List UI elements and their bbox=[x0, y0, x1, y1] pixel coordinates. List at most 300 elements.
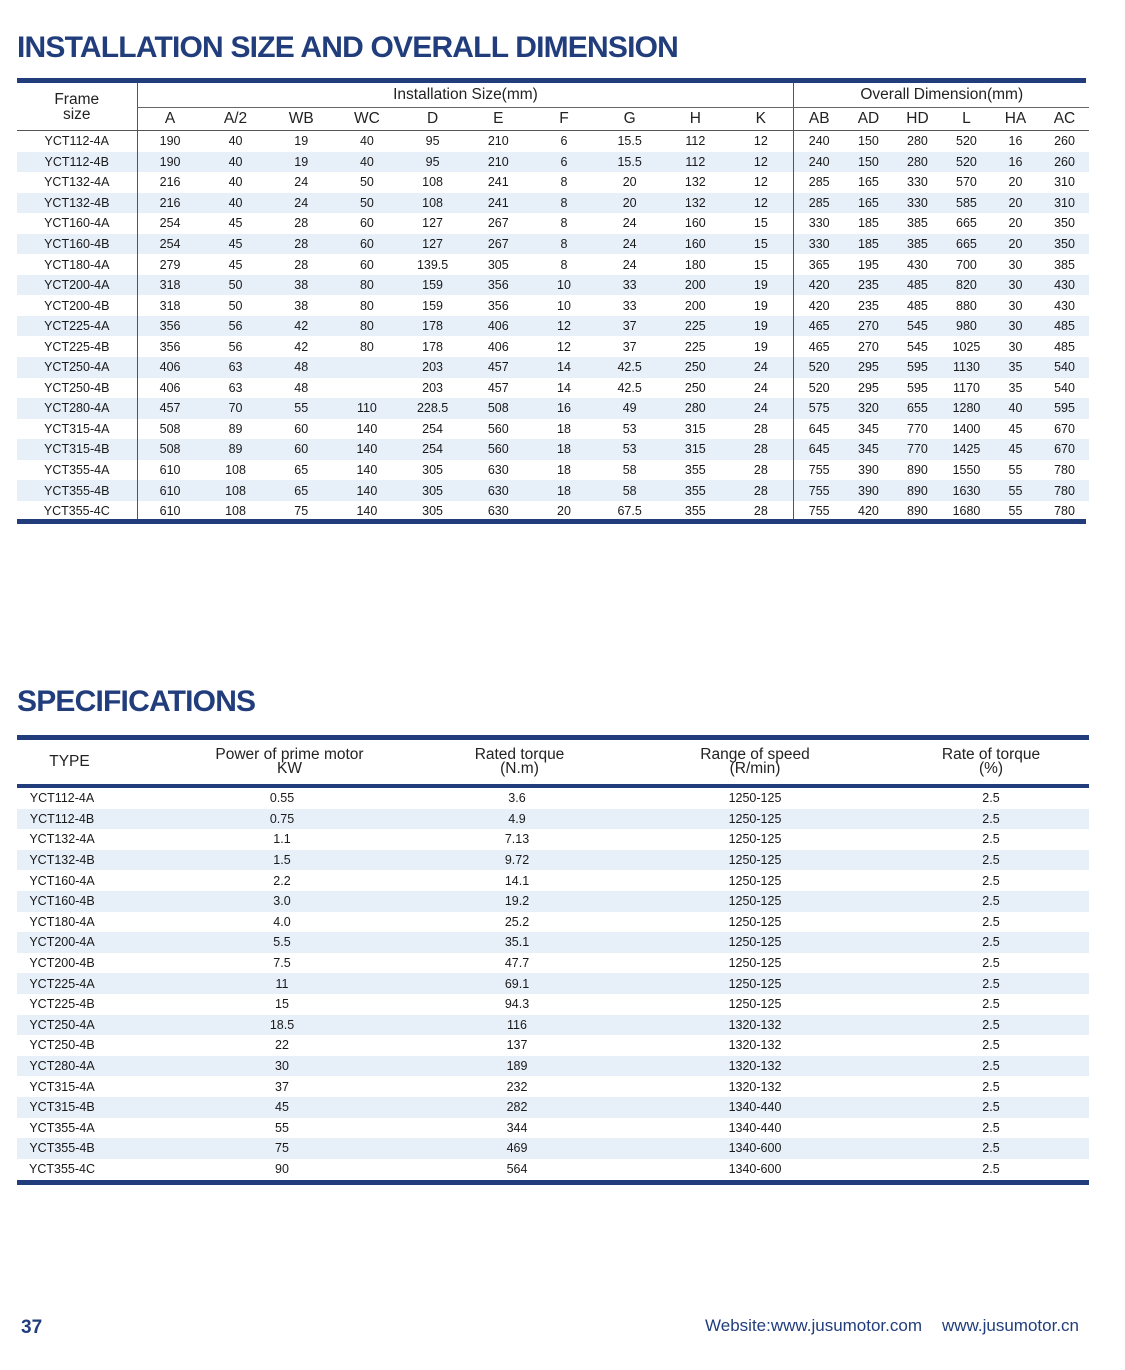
table-row bbox=[17, 932, 1089, 953]
dimension-cell: 40 bbox=[203, 193, 269, 214]
dimension-cell: 330 bbox=[794, 213, 844, 234]
dimension-cell: 24 bbox=[597, 234, 663, 255]
power-cell: 75 bbox=[167, 1138, 447, 1159]
dimension-cell: 50 bbox=[203, 275, 269, 296]
power-cell: 37 bbox=[275, 1079, 289, 1094]
frame-size-cell: YCT280-4A bbox=[17, 398, 137, 419]
dimension-cell: 49 bbox=[597, 398, 663, 419]
dimension-cell: 890 bbox=[907, 463, 928, 478]
speed-range-cell: 1320-132 bbox=[617, 1056, 893, 1077]
dimension-cell: 48 bbox=[294, 380, 309, 395]
dimension-cell: 28 bbox=[268, 234, 334, 255]
dimension-cell: 16 bbox=[1008, 134, 1023, 149]
dimension-cell: 14 bbox=[557, 380, 571, 395]
power-cell: 0.55 bbox=[269, 791, 295, 806]
dimension-cell: 178 bbox=[422, 339, 444, 354]
speed-range-cell: 1340-440 bbox=[728, 1120, 782, 1135]
dimension-cell: 28 bbox=[294, 257, 309, 272]
rated-torque-header bbox=[447, 740, 617, 786]
dimension-cell: 14 bbox=[531, 357, 597, 378]
dimension-cell: 112 bbox=[685, 134, 706, 149]
dimension-cell: 457 bbox=[465, 357, 531, 378]
dimension-cell: 40 bbox=[203, 152, 269, 173]
dimension-cell: 24 bbox=[622, 257, 637, 272]
torque-rate-header-line1: Rate of torque bbox=[941, 746, 1041, 763]
dimension-cell: 108 bbox=[203, 480, 269, 501]
dimension-cell: 280 bbox=[907, 134, 928, 149]
table-row bbox=[17, 460, 1089, 481]
torque-rate-cell: 2.5 bbox=[982, 1120, 1000, 1135]
rated-torque-cell: 4.9 bbox=[447, 809, 617, 830]
dimension-cell: 545 bbox=[893, 316, 942, 337]
dimension-cell: 330 bbox=[794, 234, 844, 255]
table-row bbox=[17, 131, 1089, 152]
dimension-cell: 75 bbox=[294, 504, 309, 519]
dimension-cell: 330 bbox=[893, 193, 942, 214]
type-cell: YCT225-4B bbox=[29, 997, 95, 1012]
dimension-cell: 60 bbox=[334, 234, 400, 255]
dimension-cell: 190 bbox=[137, 131, 203, 152]
rated-torque-cell: 564 bbox=[506, 1161, 528, 1176]
dimension-cell: 880 bbox=[956, 298, 977, 313]
dimension-cell: 355 bbox=[684, 504, 706, 519]
dimension-cell: 1130 bbox=[942, 357, 991, 378]
table-row bbox=[17, 809, 1089, 830]
dimension-cell: 350 bbox=[1054, 216, 1075, 231]
table-row bbox=[17, 994, 1089, 1015]
dimension-cell: 19 bbox=[728, 275, 794, 296]
dimension-cell: 330 bbox=[907, 175, 928, 190]
dimension-cell: 508 bbox=[465, 398, 531, 419]
dimension-cell: 520 bbox=[794, 357, 844, 378]
table-row bbox=[17, 1097, 1089, 1118]
column-header-k: K bbox=[728, 108, 794, 131]
dimension-cell: 318 bbox=[137, 295, 203, 316]
dimension-cell: 70 bbox=[203, 398, 269, 419]
dimension-cell: 610 bbox=[137, 460, 203, 481]
dimension-cell: 20 bbox=[597, 193, 663, 214]
dimension-cell: 356 bbox=[137, 316, 203, 337]
frame-size-cell: YCT355-4B bbox=[17, 480, 137, 501]
dimension-cell: 20 bbox=[622, 175, 637, 190]
type-header-line1: TYPE bbox=[49, 753, 90, 770]
table-row bbox=[17, 378, 1089, 399]
table-row bbox=[17, 891, 1089, 912]
rated-torque-cell: 189 bbox=[447, 1056, 617, 1077]
dimension-cell: 430 bbox=[907, 257, 928, 272]
frame-header-line1: Frame bbox=[54, 90, 100, 108]
dimension-cell: 95 bbox=[400, 152, 466, 173]
speed-range-header bbox=[617, 740, 893, 786]
dimension-cell: 127 bbox=[400, 234, 466, 255]
frame-size-header bbox=[17, 83, 137, 131]
speed-range-cell: 1250-125 bbox=[728, 791, 782, 806]
dimension-cell: 30 bbox=[1008, 339, 1023, 354]
dimension-cell: 665 bbox=[956, 216, 977, 231]
column-header-f: F bbox=[531, 108, 597, 131]
torque-rate-cell: 2.5 bbox=[893, 891, 1089, 912]
dimension-cell: 40 bbox=[334, 152, 400, 173]
dimension-cell: 540 bbox=[1040, 357, 1089, 378]
dimension-cell: 780 bbox=[1040, 480, 1089, 501]
dimension-cell: 108 bbox=[225, 504, 246, 519]
torque-rate-header-line2: (%) bbox=[978, 760, 1004, 777]
dimension-cell: 45 bbox=[228, 216, 243, 231]
dimension-cell: 225 bbox=[663, 316, 729, 337]
dimension-cell: 18 bbox=[557, 463, 571, 478]
dimension-cell: 385 bbox=[907, 216, 928, 231]
dimension-cell: 508 bbox=[137, 419, 203, 440]
speed-range-header-line1: Range of speed bbox=[700, 746, 810, 763]
type-cell: YCT180-4A bbox=[29, 914, 95, 929]
type-header bbox=[17, 740, 167, 786]
dimension-cell: 210 bbox=[487, 134, 509, 149]
dimension-cell: 33 bbox=[597, 275, 663, 296]
dimension-cell: 310 bbox=[1054, 175, 1075, 190]
dimension-cell: 19 bbox=[294, 134, 309, 149]
frame-size-cell: YCT160-4A bbox=[44, 216, 110, 231]
table-row bbox=[17, 1138, 1089, 1159]
dimension-cell: 15.5 bbox=[597, 152, 663, 173]
column-header-ha: HA bbox=[991, 108, 1040, 131]
dimension-cell: 140 bbox=[356, 421, 378, 436]
website-link-primary[interactable]: Website:www.jusumotor.com bbox=[705, 1316, 922, 1335]
dimension-cell: 53 bbox=[622, 421, 637, 436]
dimension-cell bbox=[334, 357, 400, 378]
dimension-cell: 65 bbox=[294, 463, 309, 478]
dimension-cell: 235 bbox=[858, 298, 879, 313]
dimension-cell: 485 bbox=[1054, 339, 1075, 354]
column-header-a-2: A/2 bbox=[203, 108, 269, 131]
power-header-line1: Power of prime motor bbox=[215, 746, 364, 763]
rated-torque-cell: 469 bbox=[447, 1138, 617, 1159]
table-row bbox=[17, 1159, 1089, 1180]
dimension-cell: 40 bbox=[359, 134, 374, 149]
dimension-cell: 365 bbox=[794, 254, 844, 275]
dimension-cell: 315 bbox=[684, 421, 706, 436]
dimension-cell: 8 bbox=[560, 175, 568, 190]
dimension-cell: 228.5 bbox=[400, 398, 466, 419]
dimension-cell: 315 bbox=[663, 439, 729, 460]
dimension-cell: 185 bbox=[858, 216, 879, 231]
dimension-cell: 58 bbox=[622, 463, 637, 478]
dimension-cell: 45 bbox=[991, 439, 1040, 460]
type-cell: YCT132-4B bbox=[17, 850, 167, 871]
type-cell: YCT250-4A bbox=[17, 1015, 167, 1036]
frame-size-cell: YCT225-4A bbox=[17, 316, 137, 337]
dimension-cell: 1025 bbox=[952, 339, 981, 354]
dimension-cell: 260 bbox=[1040, 152, 1089, 173]
dimension-cell: 780 bbox=[1054, 463, 1075, 478]
dimension-cell: 485 bbox=[893, 275, 942, 296]
frame-size-cell: YCT315-4A bbox=[44, 421, 110, 436]
dimension-table-body bbox=[17, 131, 1089, 522]
dimension-cell: 24 bbox=[622, 216, 637, 231]
speed-range-cell: 1250-125 bbox=[728, 873, 782, 888]
dimension-cell: 45 bbox=[1008, 421, 1023, 436]
frame-size-cell: YCT200-4B bbox=[44, 298, 110, 313]
specifications-bottom-rule bbox=[17, 1180, 1089, 1185]
dimension-cell: 350 bbox=[1040, 234, 1089, 255]
dimension-cell: 1425 bbox=[942, 439, 991, 460]
overall-dimension-group-header: Overall Dimension(mm) bbox=[794, 83, 1089, 108]
dimension-cell: 1630 bbox=[942, 480, 991, 501]
dimension-cell: 60 bbox=[359, 257, 374, 272]
power-cell: 15 bbox=[275, 997, 289, 1012]
type-cell: YCT250-4B bbox=[29, 1038, 95, 1053]
dimension-cell: 200 bbox=[684, 298, 706, 313]
dimension-cell: 540 bbox=[1054, 380, 1075, 395]
dimension-cell: 180 bbox=[684, 257, 706, 272]
dimension-cell: 67.5 bbox=[617, 504, 642, 519]
type-cell: YCT315-4B bbox=[17, 1097, 167, 1118]
rated-torque-cell: 232 bbox=[506, 1079, 528, 1094]
dimension-cell: 42.5 bbox=[597, 357, 663, 378]
dimension-cell: 42 bbox=[294, 339, 309, 354]
rated-torque-cell: 25.2 bbox=[504, 914, 530, 929]
dimension-cell: 132 bbox=[684, 175, 706, 190]
speed-range-cell: 1340-600 bbox=[617, 1138, 893, 1159]
dimension-cell: 18 bbox=[557, 421, 571, 436]
dimension-cell: 132 bbox=[663, 193, 729, 214]
dimension-cell: 890 bbox=[907, 504, 928, 519]
rated-torque-cell: 282 bbox=[447, 1097, 617, 1118]
dimension-cell: 35 bbox=[1008, 380, 1023, 395]
dimension-cell: 12 bbox=[753, 134, 768, 149]
table-row bbox=[17, 295, 1089, 316]
dimension-cell: 8 bbox=[560, 216, 568, 231]
dimension-cell: 37 bbox=[597, 316, 663, 337]
dimension-cell: 270 bbox=[858, 339, 879, 354]
dimension-cell: 250 bbox=[663, 357, 729, 378]
table-row bbox=[17, 275, 1089, 296]
frame-size-cell: YCT200-4A bbox=[17, 275, 137, 296]
type-cell: YCT355-4A bbox=[29, 1120, 95, 1135]
column-header-h: H bbox=[663, 108, 729, 131]
dimension-cell: 216 bbox=[137, 172, 203, 193]
torque-rate-cell: 2.5 bbox=[982, 873, 1000, 888]
rated-torque-cell: 7.13 bbox=[504, 832, 530, 847]
dimension-cell: 575 bbox=[794, 398, 844, 419]
dimension-cell: 24 bbox=[728, 357, 794, 378]
frame-size-cell: YCT355-4C bbox=[43, 504, 110, 519]
power-cell: 3.0 bbox=[167, 891, 447, 912]
speed-range-cell: 1320-132 bbox=[728, 1038, 782, 1053]
dimension-cell: 890 bbox=[893, 480, 942, 501]
dimension-cell: 485 bbox=[1040, 316, 1089, 337]
dimension-cell: 108 bbox=[225, 463, 246, 478]
dimension-cell: 655 bbox=[893, 398, 942, 419]
dimension-cell: 8 bbox=[531, 193, 597, 214]
dimension-cell: 560 bbox=[487, 421, 509, 436]
dimension-cell: 295 bbox=[858, 380, 879, 395]
torque-rate-cell: 2.5 bbox=[982, 956, 1000, 971]
torque-rate-cell: 2.5 bbox=[982, 791, 1000, 806]
specifications-section-title: SPECIFICATIONS bbox=[17, 685, 256, 718]
speed-range-cell: 1340-600 bbox=[728, 1161, 782, 1176]
column-header-l: L bbox=[942, 108, 991, 131]
dimension-column-header-row bbox=[17, 108, 1089, 131]
type-cell: YCT112-4B bbox=[17, 809, 167, 830]
torque-rate-cell: 2.5 bbox=[982, 832, 1000, 847]
dimension-cell: 390 bbox=[844, 480, 893, 501]
type-cell: YCT315-4A bbox=[29, 1079, 95, 1094]
dimension-cell: 280 bbox=[663, 398, 729, 419]
dimension-cell: 485 bbox=[907, 298, 928, 313]
frame-size-cell: YCT315-4B bbox=[17, 439, 137, 460]
speed-range-cell: 1340-440 bbox=[617, 1097, 893, 1118]
dimension-cell: 19 bbox=[268, 152, 334, 173]
dimension-cell: 50 bbox=[359, 175, 374, 190]
dimension-cell: 560 bbox=[465, 439, 531, 460]
dimension-cell: 345 bbox=[844, 439, 893, 460]
dimension-cell: 140 bbox=[334, 439, 400, 460]
dimension-cell: 670 bbox=[1040, 439, 1089, 460]
speed-range-cell: 1250-125 bbox=[728, 832, 782, 847]
frame-size-cell: YCT355-4A bbox=[44, 463, 110, 478]
dimension-cell: 280 bbox=[893, 152, 942, 173]
power-cell: 22 bbox=[275, 1038, 289, 1053]
power-cell: 2.2 bbox=[273, 873, 291, 888]
dimension-cell: 42.5 bbox=[617, 380, 642, 395]
dimension-cell: 24 bbox=[728, 398, 794, 419]
dimension-cell: 60 bbox=[268, 439, 334, 460]
column-header-ab: AB bbox=[794, 108, 844, 131]
table-row bbox=[17, 1076, 1089, 1097]
dimension-cell: 140 bbox=[356, 504, 378, 519]
dimension-cell: 24 bbox=[294, 175, 309, 190]
dimension-cell: 1680 bbox=[952, 504, 981, 519]
speed-range-cell: 1250-125 bbox=[617, 891, 893, 912]
dimension-cell: 279 bbox=[137, 254, 203, 275]
torque-rate-header bbox=[893, 740, 1089, 786]
dimension-cell: 60 bbox=[359, 216, 374, 231]
website-link-secondary[interactable]: www.jusumotor.cn bbox=[942, 1316, 1079, 1335]
dimension-cell: 203 bbox=[400, 357, 466, 378]
speed-range-cell: 1250-125 bbox=[617, 973, 893, 994]
column-header-e: E bbox=[465, 108, 531, 131]
dimension-cell: 63 bbox=[203, 357, 269, 378]
dimension-cell: 595 bbox=[893, 357, 942, 378]
dimension-cell: 50 bbox=[334, 193, 400, 214]
rated-torque-cell: 35.1 bbox=[447, 932, 617, 953]
table-row bbox=[17, 336, 1089, 357]
dimension-cell: 820 bbox=[942, 275, 991, 296]
frame-size-cell: YCT160-4B bbox=[17, 234, 137, 255]
dimension-cell: 585 bbox=[942, 193, 991, 214]
frame-size-cell: YCT250-4A bbox=[17, 357, 137, 378]
dimension-cell: 127 bbox=[422, 216, 444, 231]
torque-rate-cell: 2.5 bbox=[982, 997, 1000, 1012]
speed-range-cell: 1250-125 bbox=[728, 997, 782, 1012]
speed-range-cell: 1250-125 bbox=[617, 850, 893, 871]
dimension-cell: 60 bbox=[294, 421, 309, 436]
dimension-cell: 254 bbox=[422, 421, 444, 436]
table-row bbox=[17, 357, 1089, 378]
dimension-cell: 520 bbox=[794, 378, 844, 399]
table-row bbox=[17, 316, 1089, 337]
dimension-cell: 15 bbox=[728, 234, 794, 255]
dimension-cell: 10 bbox=[557, 298, 571, 313]
dimension-cell: 267 bbox=[487, 216, 509, 231]
power-header bbox=[167, 740, 447, 786]
column-header-a: A bbox=[137, 108, 203, 131]
dimension-cell: 241 bbox=[487, 175, 509, 190]
dimension-cell: 89 bbox=[203, 439, 269, 460]
dimension-cell: 305 bbox=[422, 504, 444, 519]
dimension-cell: 610 bbox=[137, 480, 203, 501]
page-number: 37 bbox=[21, 1317, 43, 1338]
dimension-cell: 210 bbox=[465, 152, 531, 173]
power-cell: 90 bbox=[275, 1161, 289, 1176]
dimension-cell: 24 bbox=[753, 380, 768, 395]
power-cell: 11 bbox=[167, 973, 447, 994]
column-header-ac: AC bbox=[1040, 108, 1089, 131]
type-cell: YCT200-4A bbox=[17, 932, 167, 953]
dimension-cell: 112 bbox=[663, 152, 729, 173]
dimension-cell: 356 bbox=[465, 275, 531, 296]
dimension-cell: 465 bbox=[794, 336, 844, 357]
dimension-cell: 6 bbox=[560, 134, 568, 149]
dimension-cell: 48 bbox=[268, 357, 334, 378]
speed-range-header-line2: (R/min) bbox=[729, 760, 781, 777]
type-cell: YCT280-4A bbox=[17, 1056, 167, 1077]
dimension-cell: 1170 bbox=[953, 380, 980, 395]
dimension-cell: 12 bbox=[728, 152, 794, 173]
table-row bbox=[17, 870, 1089, 891]
rated-torque-cell: 14.1 bbox=[504, 873, 530, 888]
frame-header-line2: size bbox=[62, 105, 91, 123]
rated-torque-cell: 94.3 bbox=[504, 997, 530, 1012]
table-row bbox=[17, 1035, 1089, 1056]
footer-websites bbox=[705, 1316, 1079, 1336]
dimension-cell: 241 bbox=[465, 193, 531, 214]
dimension-cell: 55 bbox=[268, 398, 334, 419]
dimension-cell: 770 bbox=[893, 439, 942, 460]
dimension-cell: 38 bbox=[268, 275, 334, 296]
dimension-cell: 185 bbox=[844, 234, 893, 255]
dimension-cell: 305 bbox=[400, 480, 466, 501]
dimension-cell: 55 bbox=[1008, 463, 1023, 478]
dimension-cell: 108 bbox=[400, 193, 466, 214]
dimension-cell: 6 bbox=[531, 152, 597, 173]
dimension-cell: 254 bbox=[137, 213, 203, 234]
dimension-cell: 780 bbox=[1054, 504, 1075, 519]
dimension-cell: 28 bbox=[753, 421, 768, 436]
dimension-cell: 457 bbox=[487, 380, 509, 395]
dimension-cell: 24 bbox=[268, 193, 334, 214]
dimension-cell: 15 bbox=[753, 257, 768, 272]
torque-rate-cell: 2.5 bbox=[893, 932, 1089, 953]
dimension-cell: 65 bbox=[268, 480, 334, 501]
dimension-cell: 406 bbox=[465, 316, 531, 337]
dimension-cell: 285 bbox=[794, 172, 844, 193]
frame-size-cell: YCT112-4B bbox=[17, 152, 137, 173]
torque-rate-cell: 2.5 bbox=[893, 1015, 1089, 1036]
dimension-cell: 270 bbox=[844, 316, 893, 337]
column-header-g: G bbox=[597, 108, 663, 131]
power-cell: 7.5 bbox=[273, 956, 291, 971]
dimension-cell: 420 bbox=[794, 295, 844, 316]
dimension-cell: 20 bbox=[991, 193, 1040, 214]
dimension-cell: 12 bbox=[728, 193, 794, 214]
speed-range-cell: 1250-125 bbox=[728, 914, 782, 929]
frame-size-cell: YCT250-4B bbox=[44, 380, 110, 395]
table-row bbox=[17, 439, 1089, 460]
dimension-cell: 345 bbox=[858, 421, 879, 436]
dimension-cell: 254 bbox=[137, 234, 203, 255]
torque-rate-cell: 2.5 bbox=[982, 1161, 1000, 1176]
